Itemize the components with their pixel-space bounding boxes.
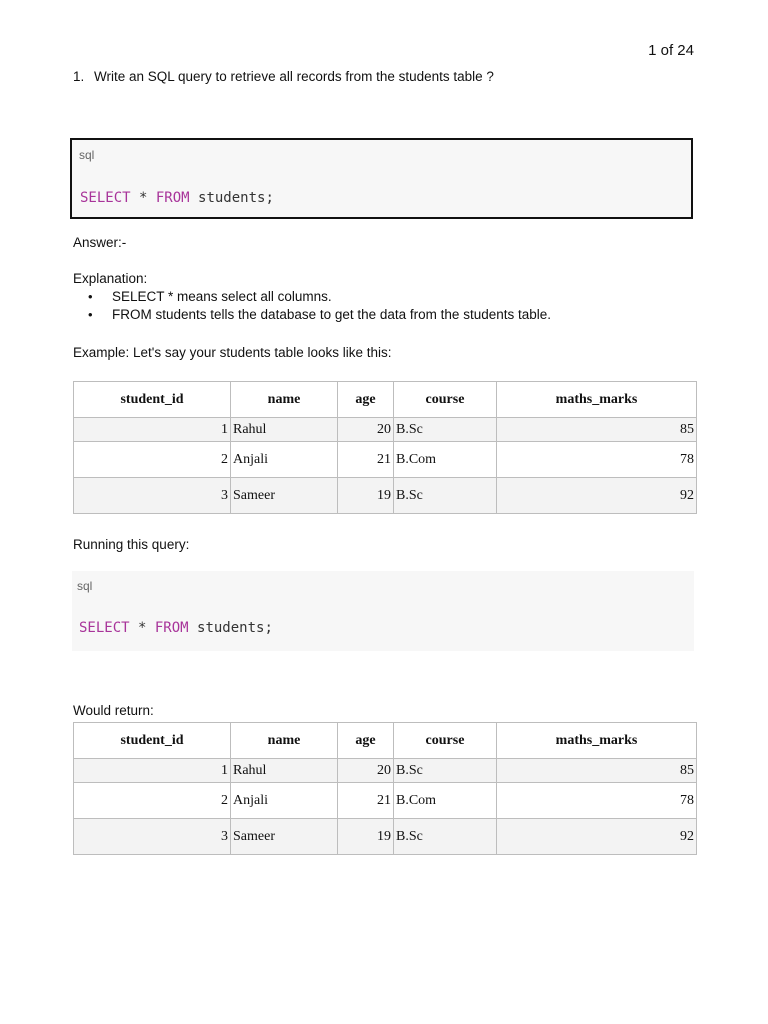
cell-course: B.Sc — [394, 418, 497, 442]
code-block-running — [72, 571, 694, 651]
header-maths-marks: maths_marks — [497, 723, 697, 759]
cell-maths-marks: 85 — [497, 759, 697, 783]
header-age: age — [338, 382, 394, 418]
cell-name: Sameer — [231, 478, 338, 514]
code-table-name: students; — [188, 620, 273, 636]
table-row — [74, 783, 697, 819]
question-number: 1. — [73, 69, 85, 84]
table-row — [74, 759, 697, 783]
header-student-id: student_id — [74, 382, 231, 418]
cell-maths-marks: 78 — [497, 442, 697, 478]
table-row — [74, 418, 697, 442]
code-table-name: students; — [189, 190, 274, 206]
cell-age: 21 — [338, 442, 394, 478]
question-text: Write an SQL query to retrieve all records from the students table ? — [94, 69, 494, 84]
explanation-heading: Explanation: — [73, 271, 148, 286]
code-line — [79, 620, 273, 636]
cell-name: Rahul — [231, 418, 338, 442]
code-keyword-from: FROM — [155, 190, 190, 206]
table-row — [74, 442, 697, 478]
cell-age: 20 — [338, 759, 394, 783]
cell-age: 19 — [338, 819, 394, 855]
cell-maths-marks: 85 — [497, 418, 697, 442]
cell-student-id: 2 — [74, 442, 231, 478]
code-star: * — [129, 620, 155, 636]
explanation-bullet: • FROM students tells the database to get the data from the students table. — [73, 306, 693, 324]
cell-student-id: 2 — [74, 783, 231, 819]
page-number: 1 of 24 — [648, 42, 694, 59]
cell-age: 20 — [338, 418, 394, 442]
explanation-bullet: • SELECT * means select all columns. — [73, 288, 693, 306]
table-row — [74, 819, 697, 855]
code-keyword-from: FROM — [154, 620, 189, 636]
header-course: course — [394, 382, 497, 418]
header-student-id: student_id — [74, 723, 231, 759]
cell-course: B.Sc — [394, 819, 497, 855]
cell-name: Anjali — [231, 783, 338, 819]
cell-student-id: 1 — [74, 418, 231, 442]
cell-student-id: 3 — [74, 478, 231, 514]
cell-maths-marks: 78 — [497, 783, 697, 819]
cell-course: B.Sc — [394, 478, 497, 514]
header-age: age — [338, 723, 394, 759]
cell-name: Anjali — [231, 442, 338, 478]
running-label: Running this query: — [73, 537, 190, 552]
cell-student-id: 1 — [74, 759, 231, 783]
cell-course: B.Com — [394, 783, 497, 819]
answer-label: Answer:- — [73, 235, 127, 250]
header-name: name — [231, 723, 338, 759]
table-header-row — [74, 723, 697, 759]
cell-course: B.Com — [394, 442, 497, 478]
cell-age: 21 — [338, 783, 394, 819]
table-header-row — [74, 382, 697, 418]
code-language-label: sql — [77, 579, 93, 593]
cell-age: 19 — [338, 478, 394, 514]
cell-name: Sameer — [231, 819, 338, 855]
table-row — [74, 478, 697, 514]
result-table — [73, 722, 697, 855]
cell-maths-marks: 92 — [497, 478, 697, 514]
code-block-query — [70, 138, 693, 219]
code-keyword-select: SELECT — [79, 620, 130, 636]
example-intro: Example: Let's say your students table looks like this: — [73, 345, 392, 360]
header-course: course — [394, 723, 497, 759]
would-return-label: Would return: — [73, 703, 154, 718]
code-star: * — [130, 190, 156, 206]
cell-course: B.Sc — [394, 759, 497, 783]
cell-student-id: 3 — [74, 819, 231, 855]
code-line — [80, 190, 274, 206]
cell-name: Rahul — [231, 759, 338, 783]
students-table — [73, 381, 697, 514]
code-keyword-select: SELECT — [80, 190, 131, 206]
header-maths-marks: maths_marks — [497, 382, 697, 418]
explanation-list — [73, 288, 693, 324]
code-language-label: sql — [79, 148, 95, 162]
header-name: name — [231, 382, 338, 418]
question — [73, 69, 494, 84]
cell-maths-marks: 92 — [497, 819, 697, 855]
